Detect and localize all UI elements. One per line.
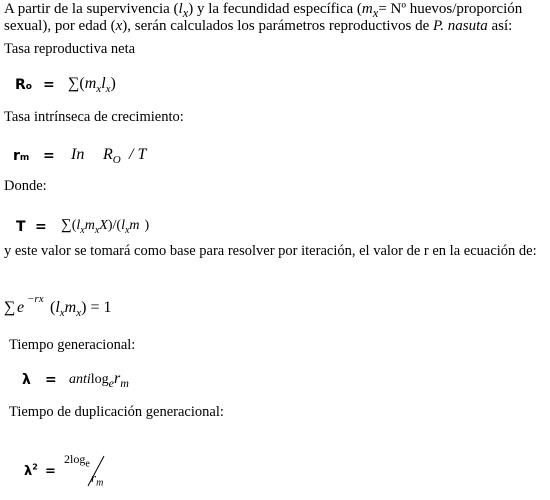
generation-time-label: Tiempo generacional: xyxy=(9,337,136,353)
doubling-time-formula: $\lambda^2$ = $2\log_e$ $r_m$ xyxy=(0,448,550,494)
euler-lotka-formula: ∑ e −rx $(l_xm_x) = 1$ xyxy=(4,293,112,320)
where-label: Donde: xyxy=(4,178,47,194)
intro-line-2: sexual), por edad (x), serán calculados los parámetros reproductivos de P. nasuta así: xyxy=(4,18,513,34)
intrinsic-growth-rate-label: Tasa intrínseca de crecimiento: xyxy=(4,109,184,125)
T-formula: T = $\sum(l_xm_xX)/(l_xm$ ) xyxy=(16,217,150,236)
doubling-time-label: Tiempo de duplicación generacional: xyxy=(9,404,224,420)
net-reproductive-rate-label: Tasa reproductiva neta xyxy=(4,41,136,57)
lambda-formula: λ = $antilog_er_m$ xyxy=(22,370,129,390)
intro-line-1: A partir de la supervivencia $(l_x)$ y la fecundidad específica ($m_x=$ Nº huevos/proporción xyxy=(4,1,523,20)
ro-formula: Ro = $\sum(m_xl_x)$ xyxy=(15,75,116,96)
iteration-paragraph: y este valor se tomará como base para resolver por iteración, el valor de r en la ecuación de: xyxy=(4,243,537,259)
rm-formula: rm = In $R_O$ / T xyxy=(13,146,147,167)
